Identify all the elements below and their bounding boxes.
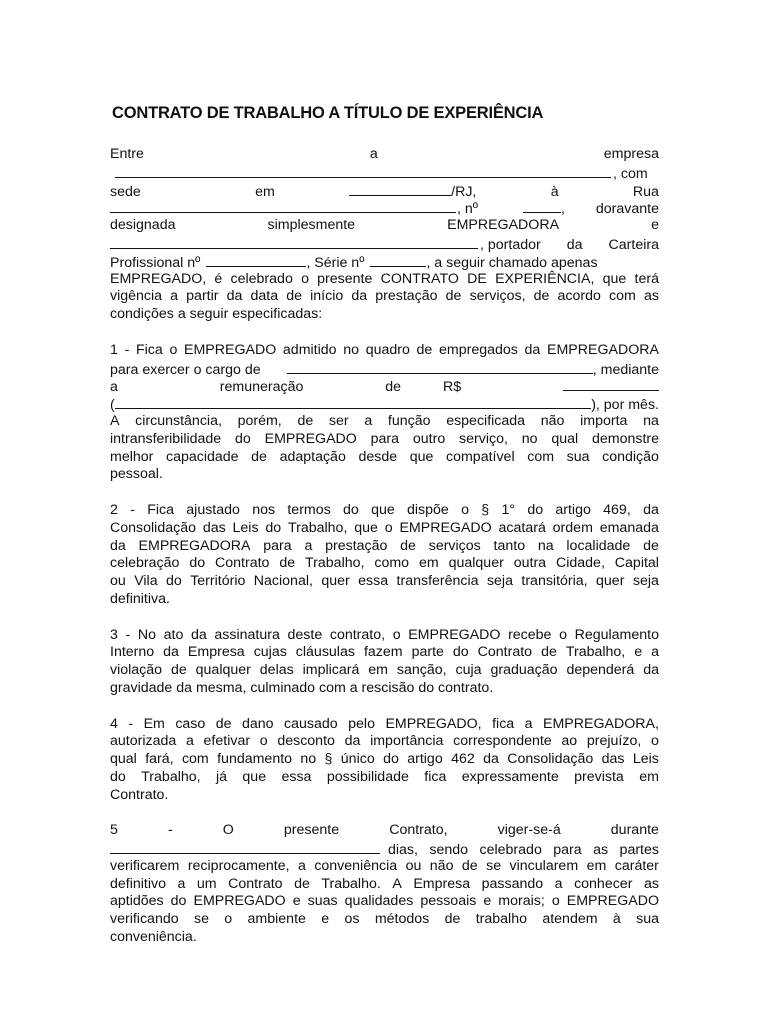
salary-in-words-blank[interactable] (115, 395, 591, 409)
intro-line: Profissional nº , Série nº , a seguir chamado apenas (110, 254, 598, 271)
company-name-blank[interactable] (115, 164, 611, 178)
clause-1-line: ( ), por mês. (110, 397, 659, 414)
intro-line: vigência a partir da data de início da prestação de serviços, de acordo com as (110, 288, 659, 305)
clause-4-line: autorizada a efetivar o desconto da importância correspondente ao prejuízo, o (110, 733, 659, 750)
clause-1-line: pessoal. (110, 466, 163, 483)
clause-2-line: Consolidação das Leis do Trabalho, que o EMPREGADO acatará ordem emanada (110, 519, 659, 536)
clause-5-line: dias, sendo celebrado para as partes (110, 840, 659, 858)
clause-1-line: melhor capacidade de adaptação desde que compatível com sua condição (110, 448, 659, 465)
ctps-series-blank[interactable] (370, 253, 426, 267)
clause-3-line: Interno da Empresa cujas cláusulas fazem parte do Contrato de Trabalho, e a (110, 644, 659, 661)
clause-4-line: 4 - Em caso de dano causado pelo EMPREGADO, fica a EMPREGADORA, (110, 715, 659, 732)
clause-5-line: conveniência. (110, 929, 197, 946)
intro-line: , portador da Carteira (110, 235, 659, 253)
clause-5-line: verificando se o ambiente e os métodos de trabalho atendem à sua (110, 911, 659, 928)
employee-name-blank[interactable] (110, 235, 478, 249)
clause-1-line: para exercer o cargo de , mediante (110, 361, 659, 378)
clause-2-line: da EMPREGADORA para a prestação de serviços tanto na localidade de (110, 537, 659, 554)
intro-line: EMPREGADO, é celebrado o presente CONTRATO DE EXPERIÊNCIA, que terá (110, 270, 659, 287)
clause-5-line: definitivo a um Contrato de Trabalho. A Empresa passando a conhecer as (110, 875, 659, 892)
clause-4-line: Contrato. (110, 786, 169, 803)
street-number-blank[interactable] (523, 199, 561, 213)
intro-line: , com (110, 164, 659, 182)
street-blank[interactable] (110, 199, 456, 213)
intro-line: , nº , doravante (110, 199, 659, 217)
document-body (110, 146, 659, 947)
clause-2-line: celebração do Contrato de Trabalho, como em qualquer outra Cidade, Capital (110, 555, 659, 572)
job-title-blank[interactable] (287, 360, 593, 374)
clause-4-line: qual fará, com fundamento no § único do artigo 462 da Consolidação das Leis (110, 751, 659, 768)
clause-1-line: a remuneração de R$ (110, 377, 659, 395)
clause-2-line: ou Vila do Território Nacional, quer essa transferência seja transitória, quer seja (110, 573, 659, 590)
intro-line: condições a seguir especificadas: (110, 306, 323, 323)
clause-1-line: 1 - Fica o EMPREGADO admitido no quadro de empregados da EMPREGADORA (110, 341, 659, 358)
clause-2-line: 2 - Fica ajustado nos termos do que dispõe o § 1° do artigo 469, da (110, 501, 659, 518)
clause-5-line: verificarem reciprocamente, a conveniência ou não de se vincularem em caráter (110, 857, 659, 874)
duration-days-blank[interactable] (110, 840, 380, 854)
intro-line: Entre a empresa (110, 146, 659, 162)
clause-2-line: definitiva. (110, 590, 170, 607)
intro-line: designada simplesmente EMPREGADORA e (110, 217, 659, 234)
ctps-number-blank[interactable] (206, 253, 306, 267)
document-title: CONTRATO DE TRABALHO A TÍTULO DE EXPERIÊNCIA (112, 104, 544, 122)
clause-1-line: A circunstância, porém, de ser a função especificada não importa na (110, 412, 659, 429)
clause-5-line: aptidões do EMPREGADO e suas qualidades pessoais e morais; o EMPREGADO (110, 893, 659, 910)
clause-3-line: gravidade da mesma, culminado com a rescisão do contrato. (110, 679, 494, 696)
intro-line: sede em /RJ, à Rua (110, 183, 659, 200)
city-blank[interactable] (349, 182, 451, 196)
salary-amount-blank[interactable] (563, 377, 659, 391)
clause-3-line: violação de qualquer delas implicará em sanção, cuja graduação dependerá da (110, 662, 659, 679)
clause-5-line: 5 - O presente Contrato, viger-se-á durante (110, 822, 659, 839)
clause-4-line: do Trabalho, já que essa possibilidade fica expressamente prevista em (110, 768, 659, 785)
clause-3-line: 3 - No ato da assinatura deste contrato, o EMPREGADO recebe o Regulamento (110, 626, 659, 643)
clause-1-line: intransferibilidade do EMPREGADO para outro serviço, no qual demonstre (110, 430, 659, 447)
